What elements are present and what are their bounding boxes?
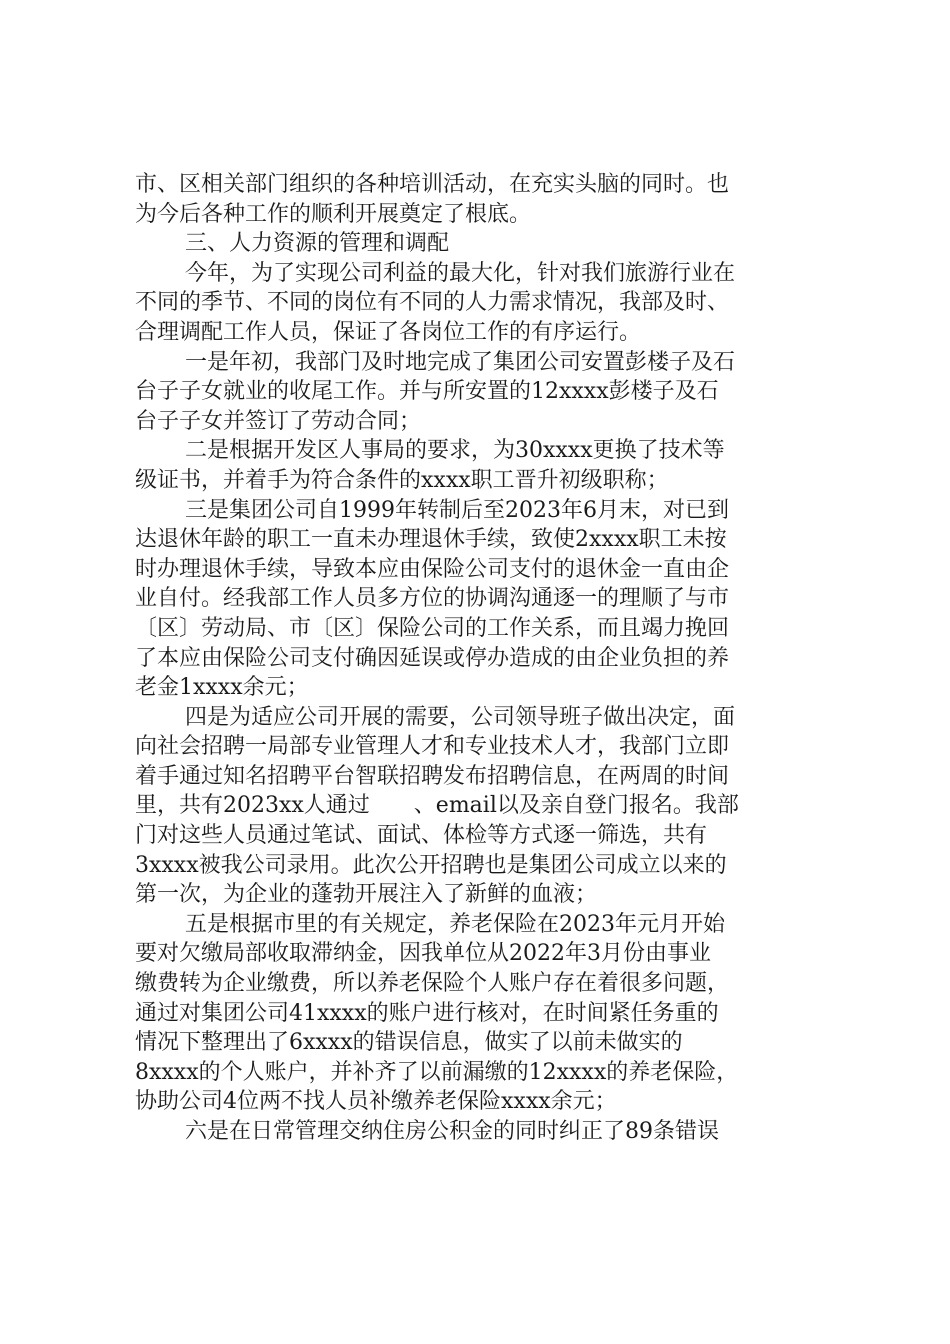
text-line: 级证书，并着手为符合条件的xxxx职工晋升初级职称； xyxy=(135,467,669,493)
text-line: 3xxxx被我公司录用。此次公开招聘也是集团公司成立以来的 xyxy=(135,852,727,878)
text-line: 老金1xxxx余元； xyxy=(135,675,309,701)
text-line: 今年，为了实现公司利益的最大化，针对我们旅游行业在 xyxy=(185,260,736,286)
text-line: 四是为适应公司开展的需要，公司领导班子做出决定，面 xyxy=(185,704,736,730)
text-line: 向社会招聘一局部专业管理人才和专业技术人才，我部门立即 xyxy=(135,734,730,760)
text-line: 三、人力资源的管理和调配 xyxy=(185,231,450,257)
text-line: 六是在日常管理交纳住房公积金的同时纠正了89条错误 xyxy=(185,1119,719,1144)
text-line: 通过对集团公司41xxxx的账户进行核对，在时间紧任务重的 xyxy=(135,1000,719,1026)
text-line: 业自付。经我部工作人员多方位的协调沟通逐一的理顺了与市 xyxy=(135,586,730,612)
text-line: 协助公司4位两不找人员补缴养老保险xxxx余元； xyxy=(135,1089,617,1115)
text-line: 第一次，为企业的蓬勃开展注入了新鲜的血液； xyxy=(135,882,598,908)
text-line: 达退休年龄的职工一直未办理退休手续，致使2xxxx职工未按 xyxy=(135,527,727,553)
text-line: 要对欠缴局部收取滞纳金，因我单位从2022年3月份由事业 xyxy=(135,941,711,967)
text-line: 缴费转为企业缴费，所以养老保险个人账户存在着很多问题， xyxy=(135,971,730,997)
text-line: 着手通过知名招聘平台智联招聘发布招聘信息，在两周的时间 xyxy=(135,763,730,789)
text-line: 门对这些人员通过笔试、面试、体检等方式逐一筛选，共有 xyxy=(135,823,708,849)
text-line: 8xxxx的个人账户，并补齐了以前漏缴的12xxxx的养老保险， xyxy=(135,1059,739,1085)
text-line: 里，共有2023xx人通过 、email以及亲自登门报名。我部 xyxy=(135,793,739,819)
text-line: 合理调配工作人员，保证了各岗位工作的有序运行。 xyxy=(135,319,642,345)
text-line: 〔区〕劳动局、市〔区〕保险公司的工作关系，而且竭力挽回 xyxy=(135,615,730,641)
text-line: 为今后各种工作的顺利开展奠定了根底。 xyxy=(135,201,532,227)
text-line: 市、区相关部门组织的各种培训活动，在充实头脑的同时。也 xyxy=(135,172,730,197)
text-line: 台子子女就业的收尾工作。并与所安置的12xxxx彭楼子及石 xyxy=(135,379,719,405)
text-line: 时办理退休手续，导致本应由保险公司支付的退休金一直由企 xyxy=(135,556,730,582)
document-body xyxy=(135,170,815,1147)
text-line: 二是根据开发区人事局的要求，为30xxxx更换了技术等 xyxy=(185,438,725,464)
text-line: 一是年初，我部门及时地完成了集团公司安置彭楼子及石 xyxy=(185,349,736,375)
text-line: 不同的季节、不同的岗位有不同的人力需求情况，我部及时、 xyxy=(135,290,730,316)
text-line: 三是集团公司自1999年转制后至2023年6月末，对已到 xyxy=(185,497,729,523)
text-line: 了本应由保险公司支付确因延误或停办造成的由企业负担的养 xyxy=(135,645,730,671)
text-line: 台子子女并签订了劳动合同； xyxy=(135,408,422,434)
text-line: 五是根据市里的有关规定，养老保险在2023年元月开始 xyxy=(185,911,725,937)
text-line: 情况下整理出了6xxxx的错误信息，做实了以前未做实的 xyxy=(135,1030,683,1056)
